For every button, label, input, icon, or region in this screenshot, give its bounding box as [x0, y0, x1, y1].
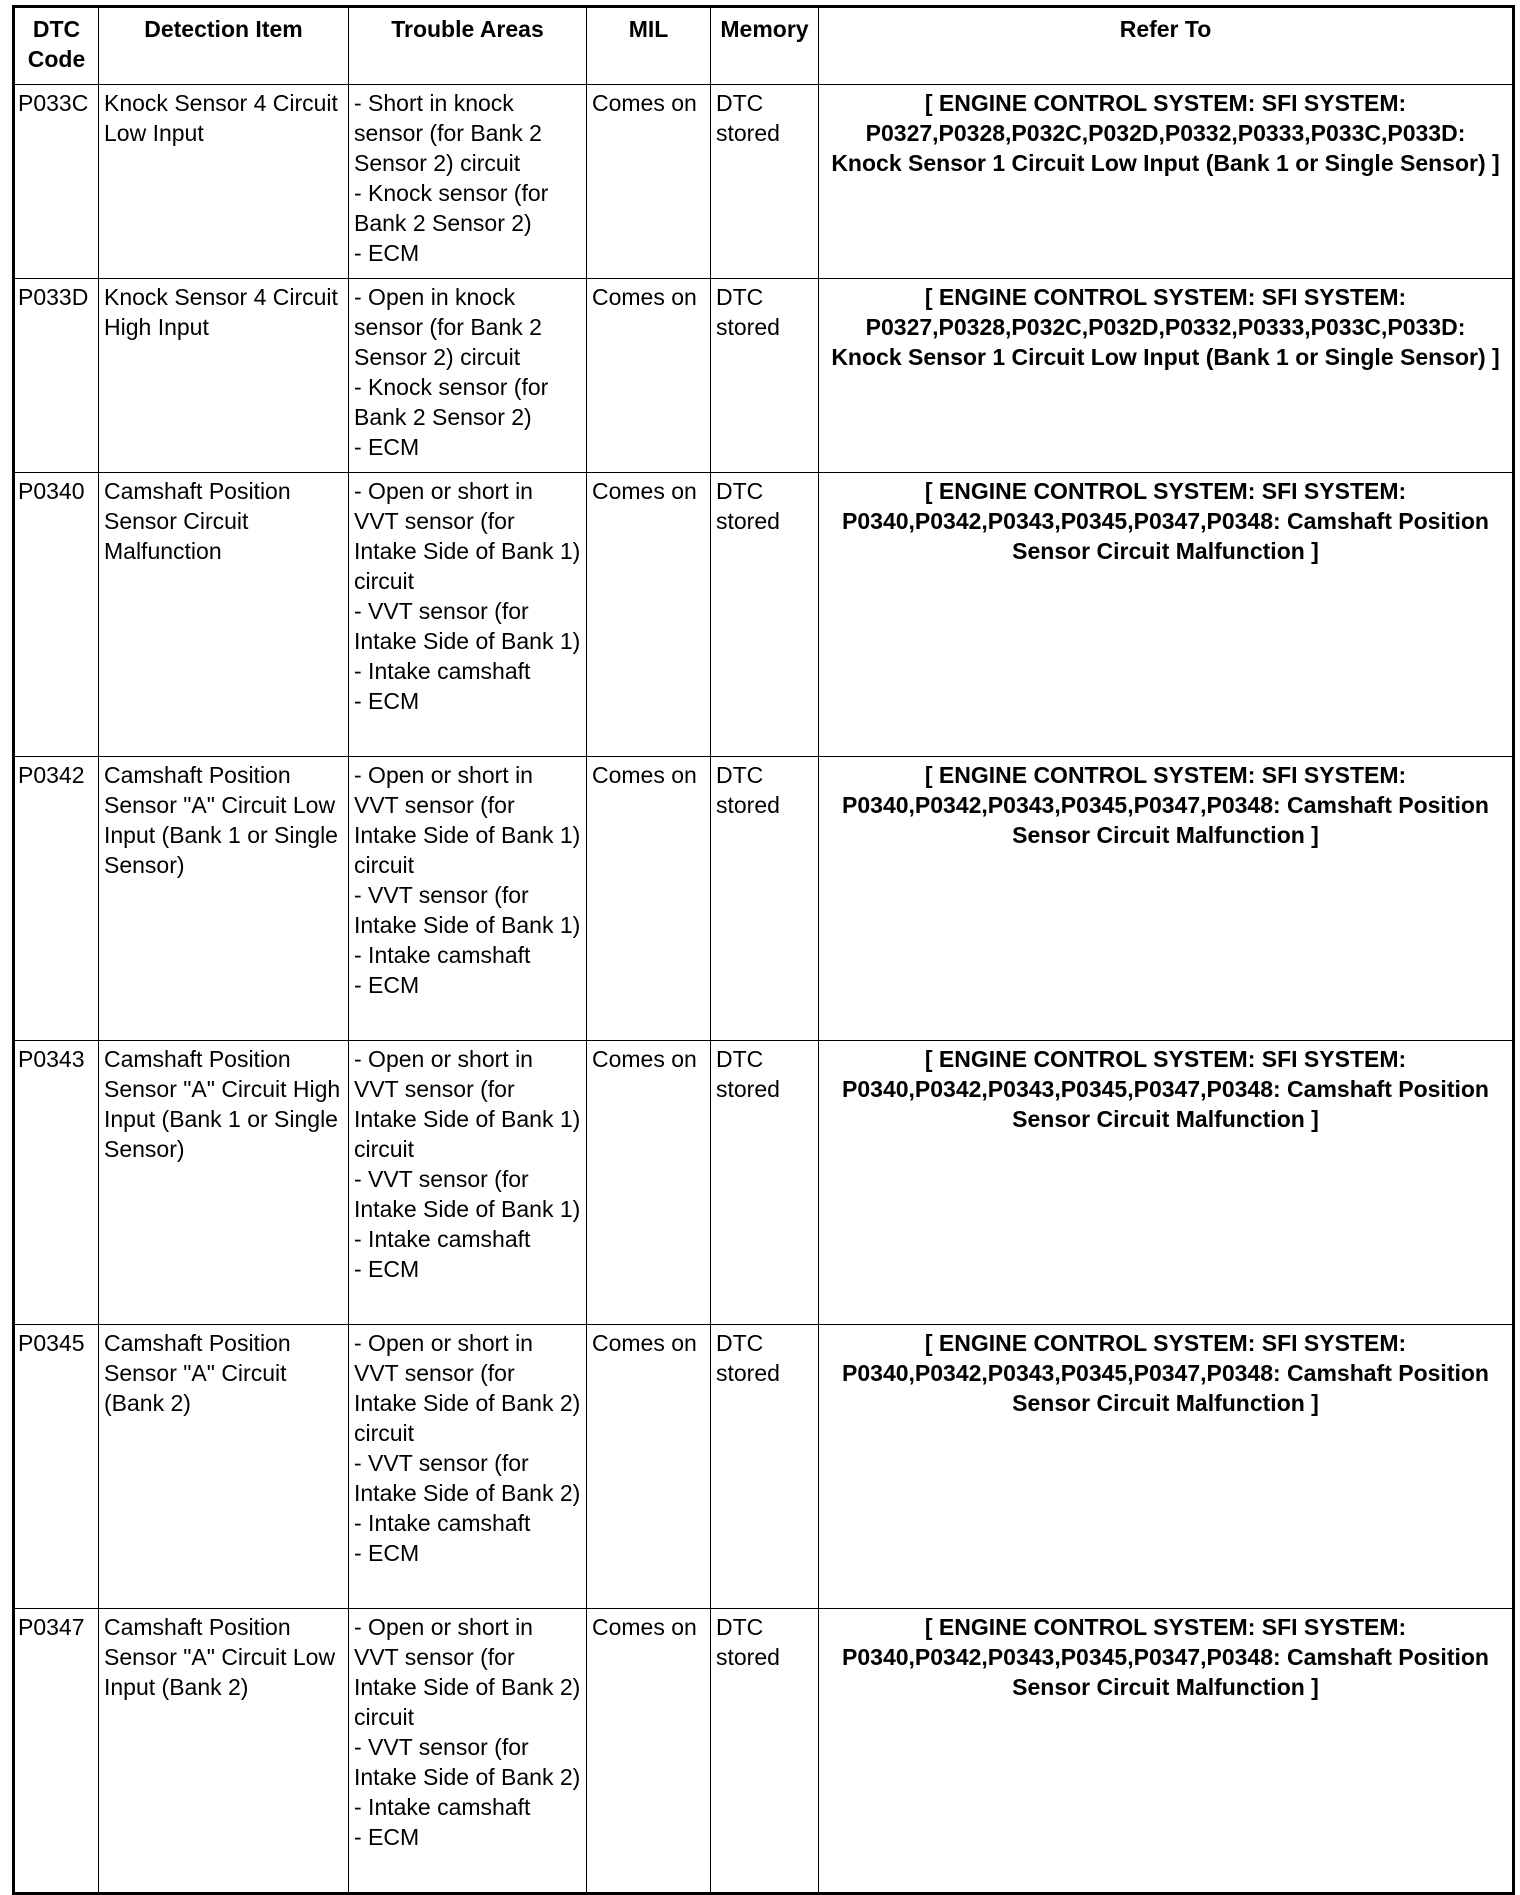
trouble-area-line: - ECM: [354, 240, 420, 266]
trouble-area-line: - ECM: [354, 1256, 420, 1282]
table-row: [14, 279, 1514, 473]
trouble-areas-cell: [349, 473, 587, 757]
detection-item-cell: Knock Sensor 4 Circuit High Input: [99, 279, 349, 473]
mil-cell: Comes on: [587, 757, 711, 1041]
dtc-code-cell: P0343: [14, 1041, 99, 1325]
table-row: [14, 1041, 1514, 1325]
memory-cell: DTC stored: [711, 1041, 819, 1325]
detection-item-cell: Camshaft Position Sensor Circuit Malfunction: [99, 473, 349, 757]
refer-to-link[interactable]: [ ENGINE CONTROL SYSTEM: SFI SYSTEM: P0340,P0342,P0343,P0345,P0347,P0348: Camshaft Position Sensor Circuit Malfunction ]: [819, 1325, 1514, 1609]
refer-to-link[interactable]: [ ENGINE CONTROL SYSTEM: SFI SYSTEM: P0340,P0342,P0343,P0345,P0347,P0348: Camshaft Position Sensor Circuit Malfunction ]: [819, 1609, 1514, 1894]
memory-cell: DTC stored: [711, 757, 819, 1041]
trouble-areas-cell: [349, 279, 587, 473]
mil-cell: Comes on: [587, 473, 711, 757]
table-row: [14, 757, 1514, 1041]
trouble-area-line: - VVT sensor (for Intake Side of Bank 1): [354, 598, 581, 654]
table-row: [14, 473, 1514, 757]
trouble-area-line: - VVT sensor (for Intake Side of Bank 2): [354, 1734, 581, 1790]
memory-cell: DTC stored: [711, 473, 819, 757]
mil-cell: Comes on: [587, 279, 711, 473]
header-row: [14, 7, 1514, 85]
header-dtc-code: DTC Code: [14, 7, 99, 85]
dtc-code-cell: P033D: [14, 279, 99, 473]
trouble-area-line: - Intake camshaft: [354, 942, 531, 968]
trouble-area-line: - ECM: [354, 434, 420, 460]
dtc-code-cell: P033C: [14, 85, 99, 279]
refer-to-link[interactable]: [ ENGINE CONTROL SYSTEM: SFI SYSTEM: P0340,P0342,P0343,P0345,P0347,P0348: Camshaft Position Sensor Circuit Malfunction ]: [819, 1041, 1514, 1325]
trouble-area-line: - Open or short in VVT sensor (for Intake Side of Bank 1) circuit: [354, 478, 581, 594]
trouble-areas-cell: [349, 1041, 587, 1325]
refer-to-link[interactable]: [ ENGINE CONTROL SYSTEM: SFI SYSTEM: P0340,P0342,P0343,P0345,P0347,P0348: Camshaft Position Sensor Circuit Malfunction ]: [819, 473, 1514, 757]
trouble-area-line: - VVT sensor (for Intake Side of Bank 2): [354, 1450, 581, 1506]
header-trouble-areas: Trouble Areas: [349, 7, 587, 85]
trouble-area-line: - Knock sensor (for Bank 2 Sensor 2): [354, 180, 549, 236]
dtc-code-cell: P0340: [14, 473, 99, 757]
trouble-area-line: - VVT sensor (for Intake Side of Bank 1): [354, 1166, 581, 1222]
detection-item-cell: Camshaft Position Sensor "A" Circuit Low Input (Bank 1 or Single Sensor): [99, 757, 349, 1041]
mil-cell: Comes on: [587, 85, 711, 279]
memory-cell: DTC stored: [711, 279, 819, 473]
trouble-area-line: - ECM: [354, 1540, 420, 1566]
table-header: [14, 7, 1514, 85]
trouble-area-line: - Short in knock sensor (for Bank 2 Sensor 2) circuit: [354, 90, 542, 176]
detection-item-cell: Knock Sensor 4 Circuit Low Input: [99, 85, 349, 279]
refer-to-link[interactable]: [ ENGINE CONTROL SYSTEM: SFI SYSTEM: P0327,P0328,P032C,P032D,P0332,P0333,P033C,P033D: Knock Sensor 1 Circuit Low Input (Bank 1 or Single Sensor) ]: [819, 279, 1514, 473]
header-detection-item: Detection Item: [99, 7, 349, 85]
memory-cell: DTC stored: [711, 1325, 819, 1609]
trouble-area-line: - VVT sensor (for Intake Side of Bank 1): [354, 882, 581, 938]
trouble-areas-cell: [349, 757, 587, 1041]
trouble-area-line: - Open in knock sensor (for Bank 2 Sensor 2) circuit: [354, 284, 542, 370]
dtc-code-cell: P0345: [14, 1325, 99, 1609]
table-body: [14, 85, 1514, 1894]
trouble-area-line: - ECM: [354, 688, 420, 714]
dtc-code-cell: P0342: [14, 757, 99, 1041]
memory-cell: DTC stored: [711, 85, 819, 279]
trouble-area-line: - Intake camshaft: [354, 1510, 531, 1536]
trouble-area-line: - Intake camshaft: [354, 1794, 531, 1820]
memory-cell: DTC stored: [711, 1609, 819, 1894]
table-row: [14, 85, 1514, 279]
refer-to-link[interactable]: [ ENGINE CONTROL SYSTEM: SFI SYSTEM: P0327,P0328,P032C,P032D,P0332,P0333,P033C,P033D: Knock Sensor 1 Circuit Low Input (Bank 1 or Single Sensor) ]: [819, 85, 1514, 279]
trouble-area-line: - Knock sensor (for Bank 2 Sensor 2): [354, 374, 549, 430]
detection-item-cell: Camshaft Position Sensor "A" Circuit (Bank 2): [99, 1325, 349, 1609]
table-row: [14, 1325, 1514, 1609]
mil-cell: Comes on: [587, 1325, 711, 1609]
trouble-areas-cell: [349, 85, 587, 279]
refer-to-link[interactable]: [ ENGINE CONTROL SYSTEM: SFI SYSTEM: P0340,P0342,P0343,P0345,P0347,P0348: Camshaft Position Sensor Circuit Malfunction ]: [819, 757, 1514, 1041]
mil-cell: Comes on: [587, 1041, 711, 1325]
mil-cell: Comes on: [587, 1609, 711, 1894]
table-row: [14, 1609, 1514, 1894]
trouble-areas-cell: [349, 1325, 587, 1609]
header-memory: Memory: [711, 7, 819, 85]
trouble-area-line: - Open or short in VVT sensor (for Intake Side of Bank 2) circuit: [354, 1330, 581, 1446]
trouble-area-line: - Open or short in VVT sensor (for Intake Side of Bank 1) circuit: [354, 762, 581, 878]
trouble-areas-cell: [349, 1609, 587, 1894]
header-refer-to: Refer To: [819, 7, 1514, 85]
trouble-area-line: - ECM: [354, 1824, 420, 1850]
trouble-area-line: - Intake camshaft: [354, 1226, 531, 1252]
dtc-code-cell: P0347: [14, 1609, 99, 1894]
detection-item-cell: Camshaft Position Sensor "A" Circuit High Input (Bank 1 or Single Sensor): [99, 1041, 349, 1325]
header-mil: MIL: [587, 7, 711, 85]
trouble-area-line: - Open or short in VVT sensor (for Intake Side of Bank 1) circuit: [354, 1046, 581, 1162]
trouble-area-line: - Intake camshaft: [354, 658, 531, 684]
trouble-area-line: - ECM: [354, 972, 420, 998]
dtc-table: [12, 5, 1515, 1895]
trouble-area-line: - Open or short in VVT sensor (for Intake Side of Bank 2) circuit: [354, 1614, 581, 1730]
detection-item-cell: Camshaft Position Sensor "A" Circuit Low Input (Bank 2): [99, 1609, 349, 1894]
